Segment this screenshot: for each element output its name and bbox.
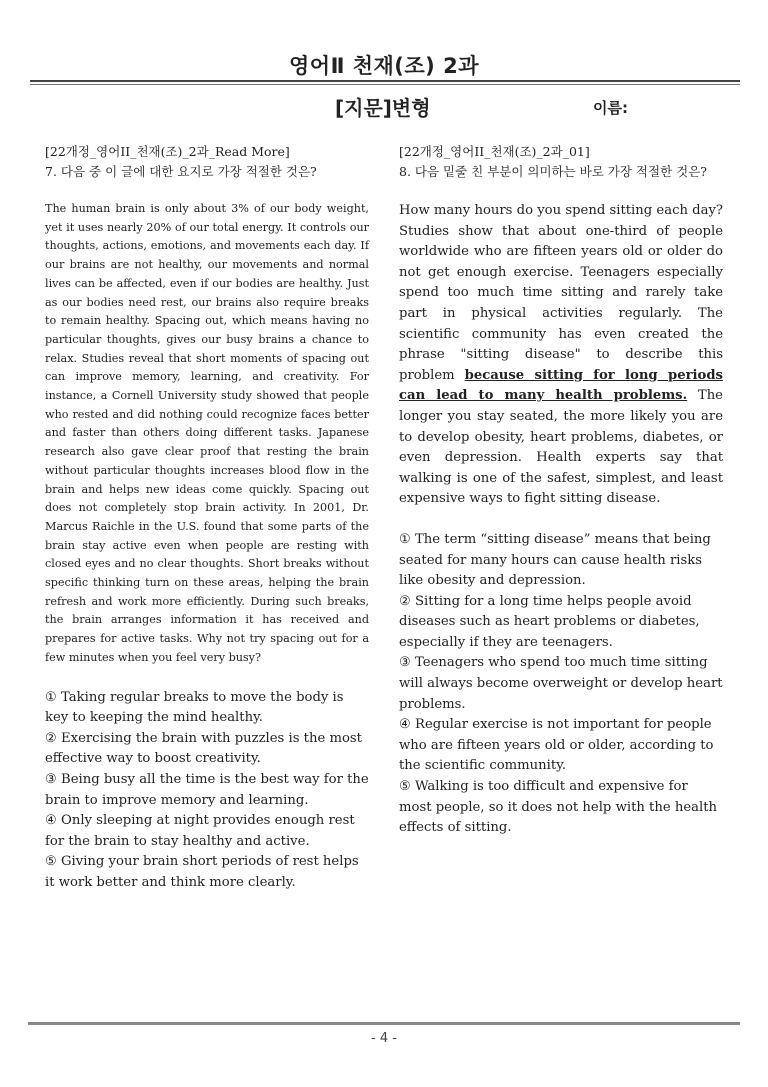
page-subtitle: [지문]변형 bbox=[335, 96, 431, 120]
passage-text-after: The longer you stay seated, the more likely you are to develop obesity, heart problems, diabetes, or even depression. Health experts say that walking is one of the safest, simplest, and least expensive ways to fight sitting disease. bbox=[399, 388, 723, 507]
question-7-options bbox=[45, 688, 369, 894]
question-7-passage: The human brain is only about 3% of our body weight, yet it uses nearly 20% of our total energy. It controls our thoughts, actions, emotions, and movements each day. If our brains are not healthy, our movements and normal lives can be affected, even if our bodies are healthy. Just as our bodies need rest, our brains also require breaks to remain healthy. Spacing out, which means having no particular thoughts, gives our busy brains a chance to relax. Studies reveal that short moments of spacing out can improve memory, learning, and creativity. For instance, a Cornell University study showed that people who rested and did nothing could recognize faces better and faster than others doing different tasks. Japanese research also gave clear proof that resting the brain without particular thoughts increases blood flow in the brain and helps new ideas come quickly. Spacing out does not completely stop brain activity. In 2001, Dr. Marcus Raichle in the U.S. found that some parts of the brain stay active even when people are resting with closed eyes and no clear thoughts. Short breaks without specific thinking turn on these areas, helping the brain refresh and work more efficiently. During such breaks, the brain arranges information it has received and prepares for active tasks. Why not try spacing out for a few minutes when you feel very busy? bbox=[45, 202, 369, 664]
question-7-source: [22개정_영어II_천재(조)_2과_Read More] bbox=[45, 144, 290, 159]
option-2: ② Sitting for a long time helps people avoid diseases such as heart problems or diabetes, especially if they are teenagers. bbox=[399, 593, 700, 650]
page-number: - 4 - bbox=[371, 1031, 397, 1046]
option-5: ⑤ Giving your brain short periods of rest helps it work better and think more clearly. bbox=[45, 854, 359, 890]
name-label: 이름: bbox=[593, 99, 628, 117]
option-5: ⑤ Walking is too difficult and expensive for most people, so it does not help with the health effects of sitting. bbox=[399, 779, 718, 836]
option-4: ④ Only sleeping at night provides enough rest for the brain to stay healthy and active. bbox=[45, 813, 355, 849]
option-4: ④ Regular exercise is not important for people who are fifteen years old or older, according to the scientific community. bbox=[399, 717, 714, 774]
option-3: ③ Teenagers who spend too much time sitting will always become overweight or develop heart problems. bbox=[399, 655, 723, 712]
header-rule bbox=[30, 80, 740, 82]
footer-rule bbox=[28, 1022, 740, 1025]
question-8-source: [22개정_영어II_천재(조)_2과_01] bbox=[399, 144, 590, 159]
right-column bbox=[399, 142, 723, 839]
option-3: ③ Being busy all the time is the best way for the brain to improve memory and learning. bbox=[45, 771, 369, 808]
question-8-passage bbox=[399, 201, 723, 510]
page-title: 영어Ⅱ 천재(조) 2과 bbox=[289, 54, 479, 78]
left-column bbox=[45, 142, 369, 894]
question-7-prompt: 7. 다음 중 이 글에 대한 요지로 가장 적절한 것은? bbox=[45, 164, 317, 179]
question-8-options bbox=[399, 530, 723, 839]
question-8-prompt: 8. 다음 밑줄 친 부분이 의미하는 바로 가장 적절한 것은? bbox=[399, 164, 707, 179]
option-1: ① Taking regular breaks to move the body is key to keeping the mind healthy. bbox=[45, 689, 344, 726]
header-rule-thin bbox=[30, 84, 740, 85]
underlined-phrase: because sitting for long periods can lead to many health problems. bbox=[399, 367, 723, 404]
option-1: ① The term “sitting disease” means that being seated for many hours can cause health risks like obesity and depression. bbox=[399, 531, 711, 589]
option-2: ② Exercising the brain with puzzles is the most effective way to boost creativity. bbox=[45, 730, 362, 767]
passage-text-before: How many hours do you spend sitting each day? Studies show that about one-third of people worldwide who are fifteen years old or older do not get enough exercise. Teenagers especially spend too much time sitting and rarely take part in physical activities regularly. The scientific community has even created the phrase "sitting disease" to describe this problem bbox=[399, 203, 723, 383]
